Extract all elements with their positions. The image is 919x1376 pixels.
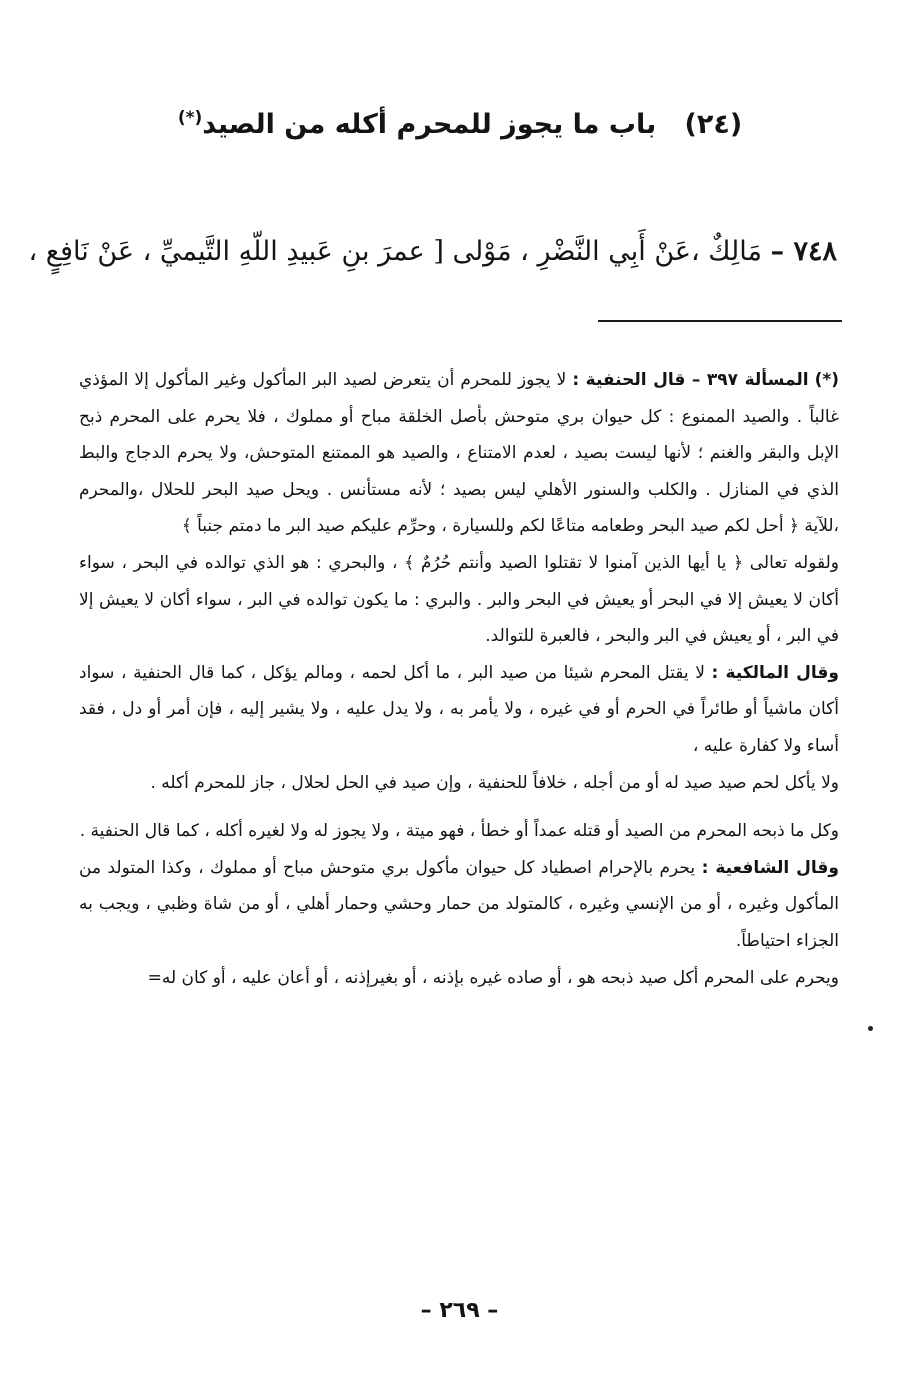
maliki-text: لا يقتل المحرم شيئا من صيد البر ، ما أكل لحمه ، ومالم يؤكل ، كما قال الحنفية ، سواد أكان ماشياً أو طائراً في الحرم أو في غيره ، ولا يأمر به ، ولا يدل عليه ، ولا يشير إليه ، فإن أمر أو دل ، فقد أساء ولا كفارة عليه ، — [79, 662, 839, 756]
footnote-paragraph — [79, 545, 839, 655]
maliki-text-3: وكل ما ذبحه المحرم من الصيد أو قتله عمداً أو خطأ ، فهو ميتة ، ولا يجوز له ولا لغيره أكله ، كما قال الحنفية . — [79, 821, 839, 842]
footnote-mark: (*) — [177, 108, 203, 128]
footnote-paragraph — [79, 813, 839, 850]
footnote-separator — [598, 320, 842, 322]
ink-dot — [868, 1026, 873, 1031]
maliki-label: وقال المالكية : — [711, 662, 839, 683]
hadith-chain — [28, 228, 837, 276]
chapter-title-text: باب ما يجوز للمحرم أكله من الصيد — [202, 109, 657, 140]
footnote-marker: (*) — [814, 370, 840, 390]
shafii-label: وقال الشافعية : — [701, 857, 840, 878]
quran-text: ولقوله تعالى ﴿ يا أيها الذين آمنوا لا تقتلوا الصيد وأنتم حُرُمٌ ﴾ ، والبحري : هو الذي توالده في البحر ، سواء أكان لا يعيش إلا في البحر أو يعيش في البحر والبر . والبري : ما يكون توالده في البر ، سواء أكان لا يعيش إلا في البر ، أو يعيش في البر والبحر ، فالعبرة للتوالد. — [79, 552, 839, 647]
maliki-text-2: ولا يأكل لحم صيد صيد له أو من أجله ، خلافاً للحنفية ، وإن صيد في الحل لحلال ، جاز للمحرم أكله . — [150, 772, 839, 793]
footnote-paragraph — [79, 765, 839, 802]
hadith-number: ٧٤٨ – — [770, 236, 837, 267]
chapter-number: (٢٤) — [684, 109, 743, 140]
footnote-block — [79, 362, 839, 996]
hanafi-text: لا يجوز للمحرم أن يتعرض لصيد البر المأكول وغير المأكول إلا المؤذي غالباً . والصيد الممنوع : كل حيوان بري متوحش بأصل الخلقة مباح أو مملوك ، فلا يحرم على المحرم ذبح الإبل والبقر والغنم ؛ لأنها ليست بصيد ، لعدم الامتناع ، والصيد هو الممتنع المتوحش، ولا يحرم الدجاج والبط الذي في المنازل . والكلب والسنور الأهلي ليس بصيد ؛ لأنه مستأنس . ويحل صيد البحر للحلال ،والمحرم ،للآية ﴿ أحل لكم صيد البحر وطعامه متاعًا لكم وللسيارة ، وحرِّم عليكم صيد البر ما دمتم جنباً ﴾ — [79, 370, 839, 537]
page-number: – ٢٦٩ – — [420, 1298, 499, 1323]
chapter-title — [60, 96, 860, 147]
shafii-text: يحرم بالإحرام اصطياد كل حيوان مأكول بري متوحش مباح أو مملوك ، وكذا المتولد من المأكول وغيره ، أو من الإنسي وغيره ، كالمتولد من حمار وحشي وحمار أهلي ، أو من شاة وظبي ، ويجب به الجزاء احتياطاً. — [79, 857, 839, 951]
footnote-paragraph — [79, 655, 839, 765]
footnote-paragraph — [79, 960, 839, 997]
footnote-paragraph — [79, 850, 839, 960]
footnote-paragraph — [79, 362, 839, 545]
issue-label: المسألة ٣٩٧ – قال الحنفية : — [572, 370, 809, 390]
shafii-text-2: ويحرم على المحرم أكل صيد ذبحه هو ، أو صاده غيره بإذنه ، أو بغيرإذنه ، أو أعان عليه ، أو كان له= — [147, 967, 839, 988]
hadith-text: مَالِكٌ ،عَنْ أَبِي النَّضْرِ ، مَوْلى [ عمرَ بنِ عَبيدِ اللّهِ التَّيميِّ ، عَنْ نَافِعٍ ، — [28, 236, 762, 267]
